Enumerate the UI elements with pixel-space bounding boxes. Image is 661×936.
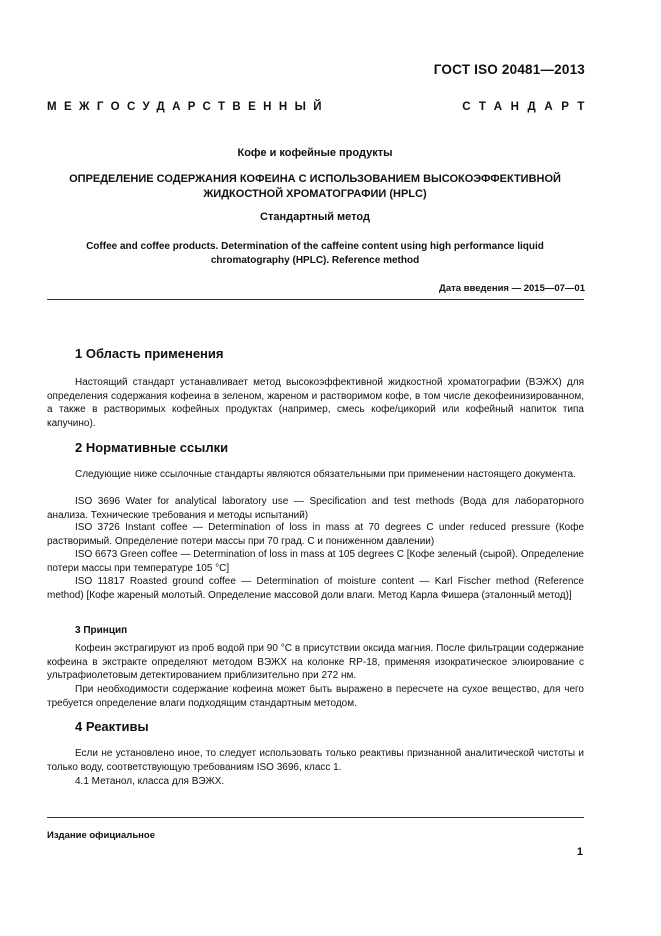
section-2-reference-iso-6673: ISO 6673 Green coffee — Determination of loss in mass at 105 degrees C [Кофе зеленый (сырой). Определение потери массы при температуре 105 °C] bbox=[47, 549, 584, 574]
standard-type-line bbox=[47, 101, 593, 113]
title-russian-line-1: ОПРЕДЕЛЕНИЕ СОДЕРЖАНИЯ КОФЕИНА С ИСПОЛЬЗОВАНИЕМ ВЫСОКОЭФФЕКТИВНОЙ bbox=[69, 173, 561, 185]
title-russian-line-2: ЖИДКОСТНОЙ ХРОМАТОГРАФИИ (HPLC) bbox=[203, 188, 427, 200]
section-1-paragraph: Настоящий стандарт устанавливает метод высокоэффективной жидкостной хроматографии (ВЭЖХ) для определения содержания кофеина в зеленом, жареном и растворимом кофе, в том числе декофеинизированном, а также в растворимых кофейных продуктах (например, смесь кофе/цикорий или кофейный напиток типа капучино). bbox=[47, 377, 584, 429]
section-3-heading: 3 Принцип bbox=[75, 625, 128, 636]
document-code: ГОСТ ISO 20481—2013 bbox=[433, 62, 585, 77]
section-4-heading: 4 Реактивы bbox=[75, 719, 149, 734]
section-2-reference-iso-3696: ISO 3696 Water for analytical laboratory use — Specification and test methods (Вода для лабораторного анализа. Технические требования и методы испытаний) bbox=[47, 496, 584, 521]
section-4-item-4-1: 4.1 Метанол, класса для ВЭЖХ. bbox=[75, 776, 225, 787]
standard-type-left: МЕЖГОСУДАРСТВЕННЫЙ bbox=[47, 101, 329, 113]
page-number: 1 bbox=[576, 846, 583, 858]
footer-divider bbox=[47, 817, 584, 818]
introduction-date: Дата введения — 2015—07—01 bbox=[439, 283, 585, 294]
section-3-paragraph-2: При необходимости содержание кофеина может быть выражено в пересчете на сухое вещество, для чего требуется определение влаги подходящим стандартным методом. bbox=[47, 684, 584, 709]
section-2-reference-iso-3726: ISO 3726 Instant coffee — Determination of loss in mass at 70 degrees C under reduced pressure (Кофе растворимый. Определение потери массы при 70 град. С и пониженном давлении) bbox=[47, 522, 584, 547]
subject-title: Кофе и кофейные продукты bbox=[237, 147, 393, 159]
section-2-reference-iso-11817: ISO 11817 Roasted ground coffee — Determination of moisture content — Karl Fischer method (Reference method) [Кофе жареный молотый. Определение массовой доли влаги. Метод Карла Фишера (эталонный метод)] bbox=[47, 576, 584, 601]
title-english-line-2: chromatography (HPLC). Reference method bbox=[210, 255, 420, 266]
method-subtitle: Стандартный метод bbox=[260, 211, 370, 223]
section-2-paragraph-1: Следующие ниже ссылочные стандарты являются обязательными при применении настоящего документа. bbox=[75, 469, 576, 480]
section-4-paragraph-1: Если не установлено иное, то следует использовать только реактивы признанной аналитической чистоты и только воду, соответствующую требованиям ISO 3696, класс 1. bbox=[47, 748, 584, 773]
section-3-paragraph-1: Кофеин экстрагируют из проб водой при 90 °C в присутствии оксида магния. После фильтрации содержание кофеина в экстракте определяют методом ВЭЖХ на колонке RP-18, применяя изократическое элюирование с ультрафиолетовым детектированием приблизительно при 272 нм. bbox=[47, 643, 584, 681]
standard-type-right: СТАНДАРТ bbox=[462, 101, 593, 113]
header-divider bbox=[47, 299, 584, 300]
title-english bbox=[47, 240, 583, 268]
edition-note: Издание официальное bbox=[47, 830, 155, 841]
title-english-line-1: Coffee and coffee products. Determination of the caffeine content using high performance liquid bbox=[86, 241, 544, 252]
section-1-heading: 1 Область применения bbox=[75, 346, 224, 361]
section-2-heading: 2 Нормативные ссылки bbox=[75, 440, 229, 455]
title-russian bbox=[47, 172, 583, 202]
